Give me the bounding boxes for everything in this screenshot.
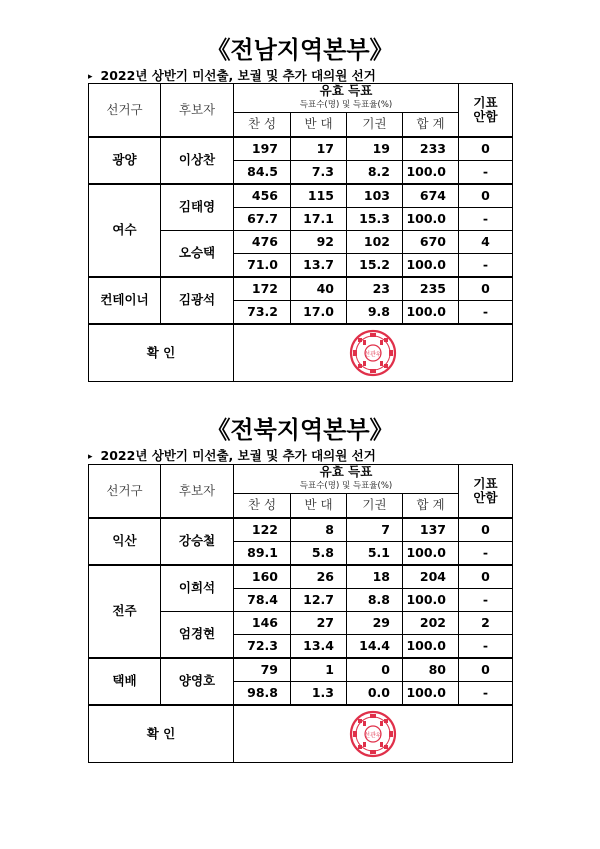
non-vote-count: 0: [459, 277, 513, 301]
rate-for: 84.5: [234, 160, 291, 184]
header-abstain: 기권: [347, 494, 403, 518]
rate-against: 17.0: [291, 300, 347, 324]
triangle-bullet-icon: ▸: [88, 452, 93, 462]
rate-total: 100.0: [403, 207, 459, 230]
candidate-cell: 이희석: [161, 565, 234, 612]
section-title-jeonbuk: 《전북지역본부》: [206, 416, 394, 444]
votes-for: 79: [234, 658, 291, 682]
header-non-vote: 기표 안함: [459, 84, 513, 137]
confirm-stamp-cell: [234, 705, 513, 763]
subtitle-text: 2022년 상반기 미선출, 보궐 및 추가 대의원 선거: [100, 68, 376, 83]
header-valid-votes-label: 유효 득표: [319, 83, 373, 98]
votes-total: 670: [403, 230, 459, 253]
rate-abstain: 8.8: [347, 588, 403, 611]
results-table-jeonnam: [88, 83, 513, 382]
official-seal-icon: [349, 710, 397, 758]
rate-against: 12.7: [291, 588, 347, 611]
district-cell: 컨테이너: [89, 277, 161, 324]
votes-total: 137: [403, 518, 459, 542]
header-against: 반 대: [291, 113, 347, 137]
votes-for: 456: [234, 184, 291, 208]
header-total: 합 계: [403, 494, 459, 518]
header-abstain: 기권: [347, 113, 403, 137]
rate-abstain: 5.1: [347, 541, 403, 565]
non-vote-count: 0: [459, 184, 513, 208]
votes-abstain: 7: [347, 518, 403, 542]
votes-abstain: 18: [347, 565, 403, 589]
non-vote-count: 2: [459, 611, 513, 634]
district-cell: 여수: [89, 184, 161, 277]
confirm-row: [89, 705, 513, 763]
header-valid-votes-label: 유효 득표: [319, 464, 373, 479]
district-cell: 택배: [89, 658, 161, 705]
rate-for: 73.2: [234, 300, 291, 324]
rate-total: 100.0: [403, 634, 459, 658]
district-cell: 전주: [89, 565, 161, 658]
non-vote-count: 0: [459, 658, 513, 682]
votes-against: 115: [291, 184, 347, 208]
votes-for: 172: [234, 277, 291, 301]
votes-against: 26: [291, 565, 347, 589]
rate-against: 7.3: [291, 160, 347, 184]
svg-text:선관위: 선관위: [364, 350, 382, 358]
district-cell: 광양: [89, 137, 161, 184]
header-candidate: 후보자: [161, 465, 234, 518]
non-vote-rate: -: [459, 253, 513, 277]
votes-abstain: 19: [347, 137, 403, 161]
rate-against: 17.1: [291, 207, 347, 230]
votes-abstain: 103: [347, 184, 403, 208]
rate-against: 5.8: [291, 541, 347, 565]
votes-for: 146: [234, 611, 291, 634]
votes-for: 476: [234, 230, 291, 253]
non-vote-count: 0: [459, 565, 513, 589]
non-vote-count: 0: [459, 518, 513, 542]
official-seal-icon: [349, 329, 397, 377]
table-row: [89, 565, 513, 589]
votes-against: 40: [291, 277, 347, 301]
rate-for: 71.0: [234, 253, 291, 277]
table-row: [89, 518, 513, 542]
votes-total: 235: [403, 277, 459, 301]
votes-abstain: 29: [347, 611, 403, 634]
votes-abstain: 0: [347, 658, 403, 682]
rate-for: 72.3: [234, 634, 291, 658]
rate-total: 100.0: [403, 300, 459, 324]
table-row: [89, 658, 513, 682]
header-valid-votes-sub: 득표수(명) 및 득표율(%): [299, 481, 393, 491]
rate-total: 100.0: [403, 253, 459, 277]
header-district: 선거구: [89, 465, 161, 518]
section-title-jeonnam: 《전남지역본부》: [206, 36, 394, 64]
candidate-cell: 엄경현: [161, 611, 234, 658]
votes-for: 197: [234, 137, 291, 161]
candidate-cell: 김태영: [161, 184, 234, 231]
header-valid-votes: [234, 84, 459, 113]
confirm-row: [89, 324, 513, 382]
rate-abstain: 0.0: [347, 681, 403, 705]
rate-for: 78.4: [234, 588, 291, 611]
rate-abstain: 15.2: [347, 253, 403, 277]
rate-for: 67.7: [234, 207, 291, 230]
votes-for: 122: [234, 518, 291, 542]
header-for: 찬 성: [234, 113, 291, 137]
candidate-cell: 김광석: [161, 277, 234, 324]
subtitle-text: 2022년 상반기 미선출, 보궐 및 추가 대의원 선거: [100, 448, 376, 463]
rate-against: 13.4: [291, 634, 347, 658]
non-vote-rate: -: [459, 300, 513, 324]
votes-against: 27: [291, 611, 347, 634]
rate-total: 100.0: [403, 681, 459, 705]
header-valid-votes: [234, 465, 459, 494]
votes-for: 160: [234, 565, 291, 589]
candidate-cell: 양영호: [161, 658, 234, 705]
votes-against: 92: [291, 230, 347, 253]
table-row: [89, 277, 513, 301]
rate-total: 100.0: [403, 588, 459, 611]
votes-total: 202: [403, 611, 459, 634]
header-total: 합 계: [403, 113, 459, 137]
non-vote-rate: -: [459, 160, 513, 184]
table-row: [89, 137, 513, 161]
table-row: [89, 184, 513, 208]
votes-against: 1: [291, 658, 347, 682]
votes-abstain: 23: [347, 277, 403, 301]
rate-abstain: 8.2: [347, 160, 403, 184]
rate-against: 13.7: [291, 253, 347, 277]
header-district: 선거구: [89, 84, 161, 137]
header-valid-votes-sub: 득표수(명) 및 득표율(%): [299, 100, 393, 110]
header-non-vote: 기표 안함: [459, 465, 513, 518]
non-vote-rate: -: [459, 207, 513, 230]
non-vote-rate: -: [459, 634, 513, 658]
candidate-cell: 이상찬: [161, 137, 234, 184]
confirm-label: 확 인: [89, 324, 234, 382]
votes-abstain: 102: [347, 230, 403, 253]
rate-abstain: 14.4: [347, 634, 403, 658]
rate-for: 89.1: [234, 541, 291, 565]
results-table-jeonbuk: [88, 464, 513, 763]
non-vote-count: 0: [459, 137, 513, 161]
section-subtitle-jeonbuk: [88, 446, 376, 464]
non-vote-rate: -: [459, 588, 513, 611]
votes-against: 17: [291, 137, 347, 161]
rate-abstain: 9.8: [347, 300, 403, 324]
non-vote-rate: -: [459, 681, 513, 705]
confirm-stamp-cell: [234, 324, 513, 382]
triangle-bullet-icon: ▸: [88, 72, 93, 82]
header-for: 찬 성: [234, 494, 291, 518]
votes-total: 674: [403, 184, 459, 208]
header-against: 반 대: [291, 494, 347, 518]
confirm-label: 확 인: [89, 705, 234, 763]
district-cell: 익산: [89, 518, 161, 565]
rate-against: 1.3: [291, 681, 347, 705]
non-vote-count: 4: [459, 230, 513, 253]
rate-total: 100.0: [403, 541, 459, 565]
rate-abstain: 15.3: [347, 207, 403, 230]
svg-text:선관위: 선관위: [364, 731, 382, 739]
votes-total: 233: [403, 137, 459, 161]
candidate-cell: 강승철: [161, 518, 234, 565]
candidate-cell: 오승택: [161, 230, 234, 277]
votes-total: 204: [403, 565, 459, 589]
non-vote-rate: -: [459, 541, 513, 565]
section-subtitle-jeonnam: [88, 66, 376, 84]
votes-against: 8: [291, 518, 347, 542]
rate-total: 100.0: [403, 160, 459, 184]
header-candidate: 후보자: [161, 84, 234, 137]
rate-for: 98.8: [234, 681, 291, 705]
votes-total: 80: [403, 658, 459, 682]
